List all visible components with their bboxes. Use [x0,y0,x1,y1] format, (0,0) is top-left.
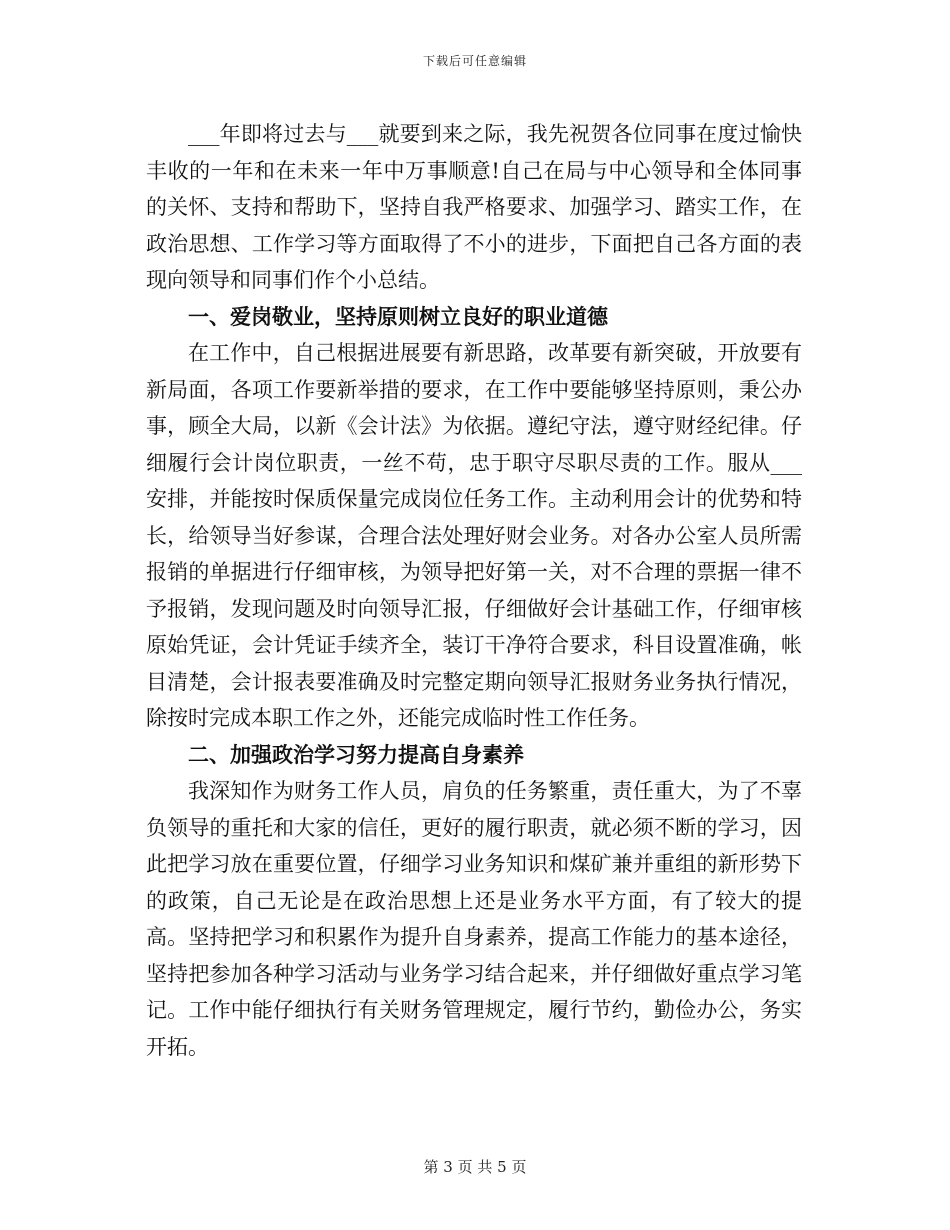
section-2-paragraph: 我深知作为财务工作人员，肩负的任务繁重，责任重大，为了不辜负领导的重托和大家的信任，更好的履行职责，就必须不断的学习，因此把学习放在重要位置，仔细学习业务知识和煤矿兼并重组的新形势下的政策，自己无论是在政治思想上还是业务水平方面，有了较大的提高。坚持把学习和积累作为提升自身素养，提高工作能力的基本途径，坚持把参加各种学习活动与业务学习结合起来，并仔细做好重点学习笔记。工作中能仔细执行有关财务管理规定，履行节约，勤俭办公，务实开拓。 [146,779,802,1059]
section-1-paragraph: 在工作中，自己根据进展要有新思路，改革要有新突破，开放要有新局面，各项工作要新举措的要求，在工作中要能够坚持原则，秉公办事，顾全大局，以新《会计法》为依据。遵纪守法，遵守财经纪律。仔细履行会计岗位职责，一丝不苟，忠于职守尽职尽责的工作。服从___安排，并能按时保质保量完成岗位任务工作。主动利用会计的优势和特长，给领导当好参谋，合理合法处理好财会业务。对各办公室人员所需报销的单据进行仔细审核，为领导把好第一关，对不合理的票据一律不予报销，发现问题及时向领导汇报，仔细做好会计基础工作，仔细审核原始凭证，会计凭证手续齐全，装订干净符合要求，科目设置准确，帐目清楚，会计报表要准确及时完整定期向领导汇报财务业务执行情况，除按时完成本职工作之外，还能完成临时性工作任务。 [146,341,802,730]
page-number-footer: 第 3 页 共 5 页 [423,1158,527,1176]
page-header: 下载后可任意编辑 [422,54,527,68]
document-body [146,116,802,1065]
section-1-heading: 一、爱岗敬业，坚持原则树立良好的职业道德 [188,303,608,329]
intro-paragraph: ___年即将过去与___就要到来之际，我先祝贺各位同事在度过愉快丰收的一年和在未来一年中万事顺意!自己在局与中心领导和全体同事的关怀、支持和帮助下，坚持自我严格要求、加强学习、踏实工作，在政治思想、工作学习等方面取得了不小的进步，下面把自己各方面的表现向领导和同事们作个小总结。 [146,122,802,292]
section-2-heading: 二、加强政治学习努力提高自身素养 [188,741,524,767]
